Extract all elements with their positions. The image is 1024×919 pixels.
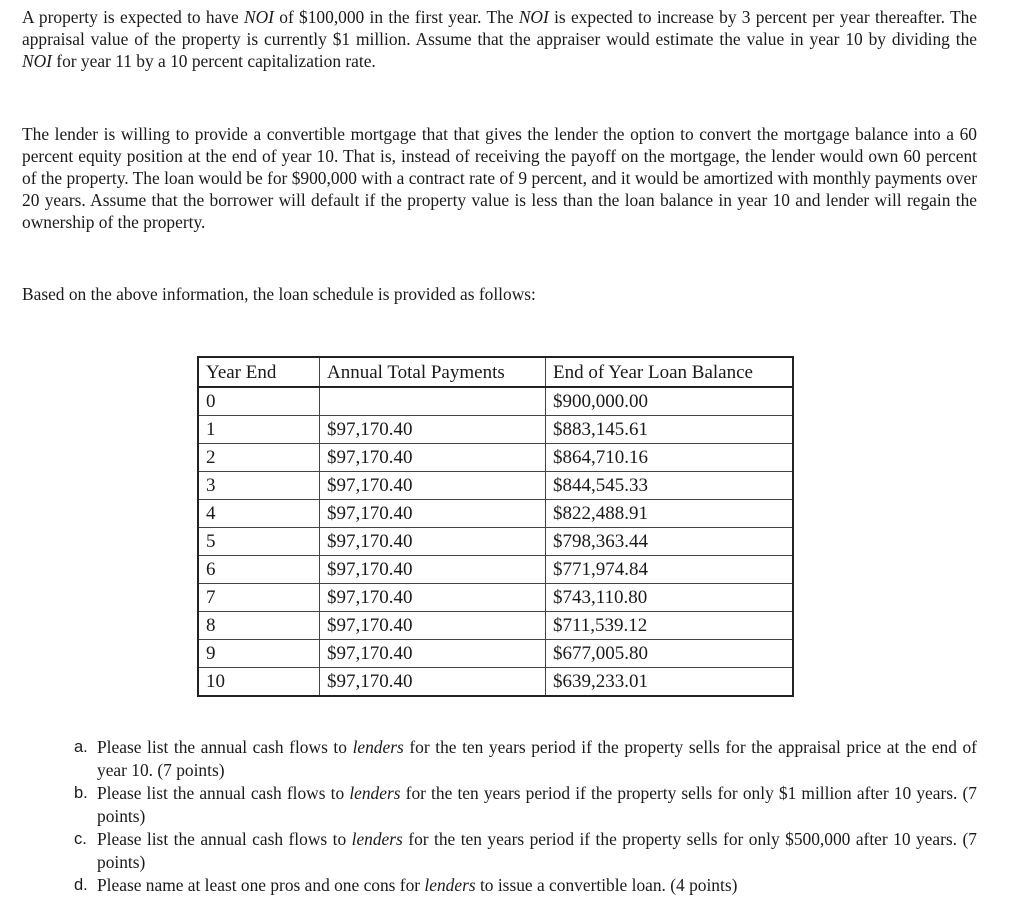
cell-balance: $639,233.01 [546,668,794,697]
cell-year: 4 [198,500,320,528]
loan-schedule-table [197,356,794,697]
cell-balance: $771,974.84 [546,556,794,584]
cell-payment: $97,170.40 [320,640,546,668]
question-marker: b. [74,784,88,802]
loan-schedule-body [198,387,793,696]
table-row [198,387,793,416]
noi-term: NOI [244,7,274,27]
question-marker: d. [74,876,88,894]
lender-paragraph: The lender is willing to provide a convertible mortgage that that gives the lender the option to convert the mortgage balance into a 60 percent equity position at the end of year 10. That is, instead of receiving the payoff on the mortgage, the lender would own 60 percent of the property. The loan would be for $900,000 with a contract rate of 9 percent, and it would be amortized with monthly payments over 20 years. Assume that the borrower will default if the property value is less than the loan balance in year 10 and lender will regain the ownership of the property. [22,124,977,232]
cell-year: 9 [198,640,320,668]
cell-payment: $97,170.40 [320,500,546,528]
intro-text-1: A property is expected to have [22,7,245,27]
intro-text-3: is expected to increase by 3 percent per year thereafter. The appraisal value of the property is currently $1 million. Assume that the appraiser would estimate the value in year 10 by dividing the [22,7,977,49]
cell-balance: $743,110.80 [546,584,794,612]
cell-payment: $97,170.40 [320,444,546,472]
cell-balance: $711,539.12 [546,612,794,640]
question-list [74,736,977,898]
lenders-term: lenders [424,875,476,895]
question-item [74,874,977,897]
noi-term: NOI [518,7,549,27]
cell-balance: $677,005.80 [546,640,794,668]
cell-balance: $883,145.61 [546,416,794,444]
table-row [198,640,793,668]
intro-text-2: of $100,000 in the first year. The [273,7,519,27]
cell-year: 5 [198,528,320,556]
table-row [198,416,793,444]
question-text: for the ten years period if the property sells for only $500,000 after 10 years. (7 points) [97,829,977,872]
table-row [198,556,793,584]
intro-text-4: for year 11 by a 10 percent capitalization rate. [51,51,376,71]
cell-payment [320,387,546,416]
lenders-term: lenders [349,783,401,803]
cell-payment: $97,170.40 [320,612,546,640]
question-item [74,736,977,781]
table-row [198,612,793,640]
question-text: for the ten years period if the property sells for only $1 million after 10 years. (7 points) [97,783,977,826]
cell-payment: $97,170.40 [320,528,546,556]
cell-year: 0 [198,387,320,416]
cell-payment: $97,170.40 [320,668,546,697]
cell-payment: $97,170.40 [320,472,546,500]
question-item [74,828,977,873]
intro-paragraph [22,6,977,72]
table-row [198,472,793,500]
question-text: Please list the annual cash flows to [97,829,352,849]
cell-year: 1 [198,416,320,444]
cell-balance: $900,000.00 [546,387,794,416]
cell-payment: $97,170.40 [320,556,546,584]
cell-balance: $798,363.44 [546,528,794,556]
cell-balance: $844,545.33 [546,472,794,500]
schedule-intro-paragraph: Based on the above information, the loan schedule is provided as follows: [22,284,536,304]
cell-balance: $822,488.91 [546,500,794,528]
table-row [198,668,793,697]
lenders-term: lenders [352,737,404,757]
question-text: to issue a convertible loan. (4 points) [475,875,738,895]
cell-year: 10 [198,668,320,697]
cell-year: 8 [198,612,320,640]
cell-year: 3 [198,472,320,500]
cell-payment: $97,170.40 [320,584,546,612]
cell-year: 6 [198,556,320,584]
cell-payment: $97,170.40 [320,416,546,444]
question-marker: a. [74,738,88,756]
question-marker: c. [74,830,87,848]
question-text: Please name at least one pros and one cons for [97,875,425,895]
noi-term: NOI [22,51,52,71]
table-row [198,500,793,528]
cell-balance: $864,710.16 [546,444,794,472]
question-text: Please list the annual cash flows to [97,783,350,803]
cell-year: 7 [198,584,320,612]
header-year-end: Year End [198,357,320,387]
table-row [198,584,793,612]
table-header-row [198,357,793,387]
question-item [74,782,977,827]
header-loan-balance: End of Year Loan Balance [546,357,794,387]
header-annual-payments: Annual Total Payments [320,357,546,387]
table-row [198,528,793,556]
cell-year: 2 [198,444,320,472]
lenders-term: lenders [351,829,403,849]
question-text: for the ten years period if the property sells for the appraisal price at the end of year 10. (7 points) [97,737,977,780]
question-text: Please list the annual cash flows to [97,737,353,757]
table-row [198,444,793,472]
